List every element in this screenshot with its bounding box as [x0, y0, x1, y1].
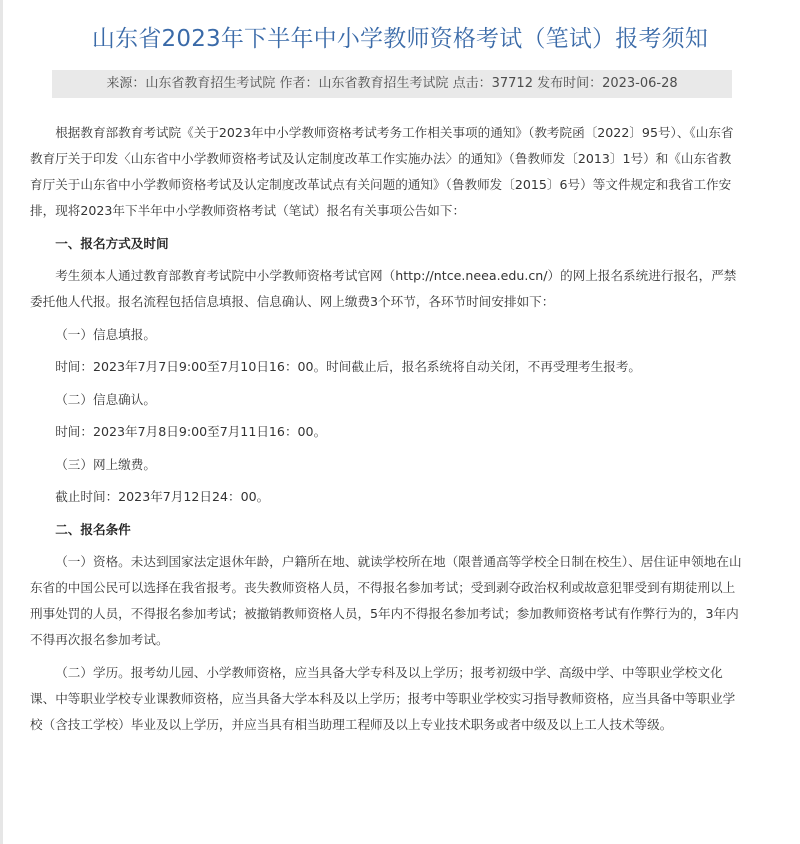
step-payment-deadline: 截止时间：2023年7月12日24：00。	[55, 489, 270, 504]
step-payment: （三）网上缴费。	[55, 456, 156, 472]
condition-qualification: （一）资格。未达到国家法定退休年龄，户籍所在地、就读学校所在地（限普通高等学校全日制在校生）、居住证申领地在山东省的中国公民可以选择在我省报考。丧失教师资格人员，不得报名参加考试；受到剥夺政治权利或故意犯罪受到有期徒刑以上刑事处罚的人员，不得报名参加考试；被撤销教师资格人员，5年内不得报名参加考试；参加教师资格考试有作弊行为的，3年内不得再次报名参加考试。	[30, 554, 742, 647]
article-body	[30, 120, 742, 744]
registration-paragraph: 考生须本人通过教育部教育考试院中小学教师资格考试官网（http://ntce.neea.edu.cn/）的网上报名系统进行报名，严禁委托他人代报。报名流程包括信息填报、信息确认、网上缴费3个环节，各环节时间安排如下：	[30, 268, 737, 309]
section-heading-registration: 一、报名方式及时间	[55, 235, 169, 251]
step-info-entry: （一）信息填报。	[55, 326, 156, 342]
left-border	[0, 0, 3, 844]
section-heading-conditions: 二、报名条件	[55, 521, 131, 537]
intro-paragraph: 根据教育部教育考试院《关于2023年中小学教师资格考试考务工作相关事项的通知》（教考院函〔2022〕95号）、《山东省教育厅关于印发〈山东省中小学教师资格考试及认定制度改革工作实施办法〉的通知》（鲁教师发〔2013〕1号）和《山东省教育厅关于山东省中小学教师资格考试及认定制度改革试点有关问题的通知》（鲁教师发〔2015〕6号）等文件规定和我省工作安排，现将2023年下半年中小学教师资格考试（笔试）报名有关事项公告如下：	[30, 125, 734, 218]
step-info-confirm: （二）信息确认。	[55, 391, 156, 407]
step-info-confirm-time: 时间：2023年7月8日9:00至7月11日16：00。	[55, 424, 327, 439]
article-meta-bar: 来源：山东省教育招生考试院 作者：山东省教育招生考试院 点击：37712 发布时间：2023-06-28	[52, 70, 732, 98]
article-title: 山东省2023年下半年中小学教师资格考试（笔试）报考须知	[91, 26, 709, 52]
step-info-entry-time: 时间：2023年7月7日9:00至7月10日16：00。时间截止后，报名系统将自动关闭，不再受理考生报考。	[55, 359, 642, 374]
condition-education: （二）学历。报考幼儿园、小学教师资格，应当具备大学专科及以上学历；报考初级中学、高级中学、中等职业学校文化课、中等职业学校专业课教师资格，应当具备大学本科及以上学历；报考中等职业学校实习指导教师资格，应当具备中等职业学校（含技工学校）毕业及以上学历，并应当具有相当助理工程师及以上专业技术职务或者中级及以上工人技术等级。	[30, 664, 736, 732]
